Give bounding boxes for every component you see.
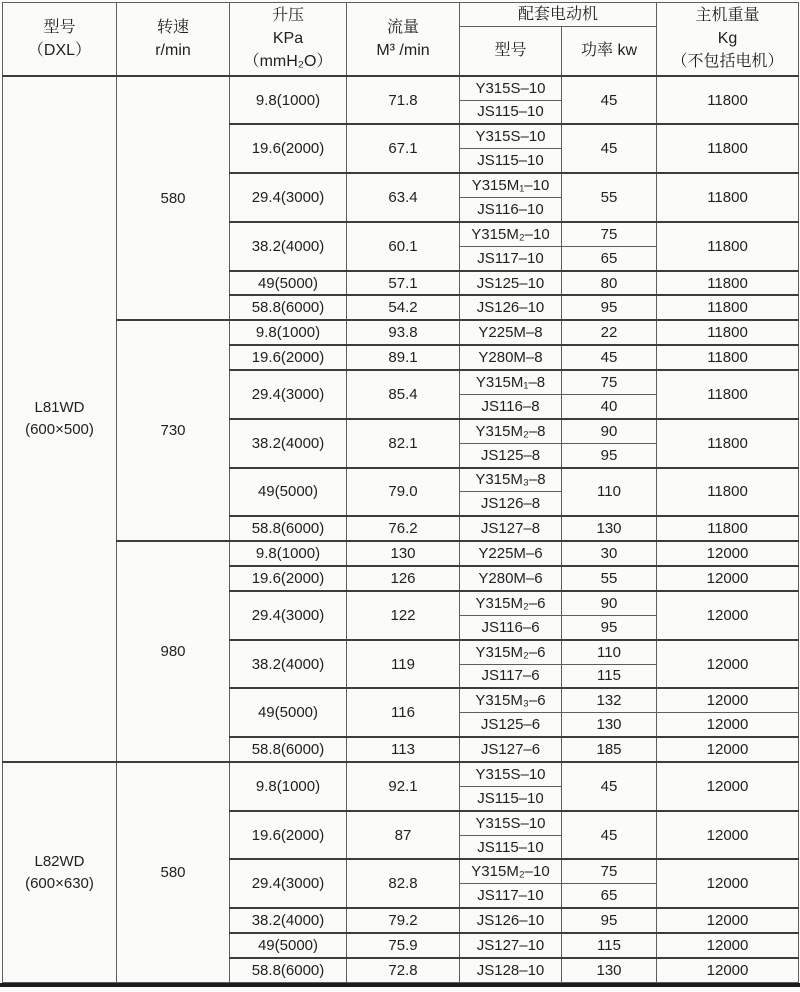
data-cell: 113	[347, 737, 460, 762]
data-cell: 130	[347, 541, 460, 566]
data-cell: 12000	[657, 811, 799, 860]
data-cell: 19.6(2000)	[230, 124, 347, 173]
data-cell: JS115–10	[460, 149, 562, 173]
data-cell: 9.8(1000)	[230, 320, 347, 345]
data-cell: 90	[562, 419, 657, 443]
data-cell: 49(5000)	[230, 271, 347, 296]
data-cell: 95	[562, 295, 657, 320]
data-cell: 57.1	[347, 271, 460, 296]
data-cell: 122	[347, 591, 460, 640]
data-cell: 12000	[657, 737, 799, 762]
data-cell: 22	[562, 320, 657, 345]
data-cell: 29.4(3000)	[230, 370, 347, 419]
data-cell: 12000	[657, 566, 799, 591]
data-cell: Y280M–6	[460, 566, 562, 591]
data-cell: 40	[562, 394, 657, 418]
data-cell: 130	[562, 516, 657, 541]
data-cell: JS125–8	[460, 443, 562, 467]
data-cell: 11800	[657, 124, 799, 173]
data-cell: Y315S–10	[460, 811, 562, 835]
data-cell: 19.6(2000)	[230, 345, 347, 370]
data-cell: 45	[562, 345, 657, 370]
data-cell: 82.8	[347, 859, 460, 908]
data-cell: 29.4(3000)	[230, 591, 347, 640]
cell-line: 型号	[43, 18, 76, 36]
data-cell: 11800	[657, 295, 799, 320]
data-cell: Y315M₃–8	[460, 468, 562, 492]
data-cell: Y315M₂–10	[460, 222, 562, 246]
data-cell: 185	[562, 737, 657, 762]
data-cell: Y315M₃–6	[460, 688, 562, 712]
data-cell: 11800	[657, 271, 799, 296]
data-cell: 45	[562, 124, 657, 173]
header-weight	[657, 3, 799, 76]
data-cell: JS115–10	[460, 786, 562, 810]
cell-line: （不包括电机）	[671, 53, 784, 71]
table-header	[3, 3, 799, 76]
header-model	[3, 3, 117, 76]
data-cell: 12000	[657, 688, 799, 712]
data-cell: 19.6(2000)	[230, 811, 347, 860]
cell-line: M³ /min	[376, 41, 430, 59]
data-cell: 79.2	[347, 908, 460, 933]
data-cell: 12000	[657, 591, 799, 640]
data-cell: JS115–10	[460, 100, 562, 124]
bottom-rule	[0, 983, 800, 987]
data-cell: JS117–10	[460, 246, 562, 270]
data-cell: 11800	[657, 320, 799, 345]
table-row	[3, 320, 799, 345]
data-cell: JS126–10	[460, 908, 562, 933]
data-cell: 87	[347, 811, 460, 860]
data-cell: 58.8(6000)	[230, 295, 347, 320]
header-motor-power: 功率 kw	[562, 27, 657, 76]
speed-l81wd-980: 980	[117, 541, 230, 762]
data-cell: JS127–8	[460, 516, 562, 541]
data-cell: JS127–6	[460, 737, 562, 762]
data-cell: Y225M–8	[460, 320, 562, 345]
data-cell: JS125–6	[460, 713, 562, 737]
data-cell: Y280M–8	[460, 345, 562, 370]
data-cell: 58.8(6000)	[230, 958, 347, 983]
data-cell: 19.6(2000)	[230, 566, 347, 591]
data-cell: 95	[562, 615, 657, 639]
data-cell: 130	[562, 958, 657, 983]
cell-line: L82WD	[34, 852, 85, 870]
data-cell: 38.2(4000)	[230, 908, 347, 933]
data-cell: 85.4	[347, 370, 460, 419]
data-cell: 38.2(4000)	[230, 419, 347, 468]
cell-line: KPa	[272, 30, 304, 48]
data-cell: 49(5000)	[230, 688, 347, 737]
data-cell: 12000	[657, 958, 799, 983]
data-cell: Y315M₂–8	[460, 419, 562, 443]
cell-line: （mmH₂O）	[243, 53, 333, 71]
data-cell: 55	[562, 173, 657, 222]
data-cell: 65	[562, 246, 657, 270]
data-cell: 9.8(1000)	[230, 76, 347, 125]
data-cell: 11800	[657, 468, 799, 517]
data-cell: Y315M₁–8	[460, 370, 562, 394]
cell-line: Kg	[717, 30, 738, 48]
data-cell: 76.2	[347, 516, 460, 541]
data-cell: 55	[562, 566, 657, 591]
data-cell: 75	[562, 222, 657, 246]
data-cell: 12000	[657, 908, 799, 933]
data-cell: 9.8(1000)	[230, 541, 347, 566]
table-body	[3, 76, 799, 983]
data-cell: 90	[562, 591, 657, 615]
data-cell: 11800	[657, 222, 799, 271]
data-cell: 63.4	[347, 173, 460, 222]
data-cell: JS128–10	[460, 958, 562, 983]
data-cell: Y315M₂–10	[460, 859, 562, 883]
data-cell: 132	[562, 688, 657, 712]
speed-l82wd-580: 580	[117, 762, 230, 983]
data-cell: 12000	[657, 762, 799, 811]
data-cell: JS115–10	[460, 835, 562, 859]
data-cell: 92.1	[347, 762, 460, 811]
table-row	[3, 76, 799, 100]
data-cell: 126	[347, 566, 460, 591]
data-cell: 71.8	[347, 76, 460, 125]
data-cell: 60.1	[347, 222, 460, 271]
data-cell: 130	[562, 713, 657, 737]
data-cell: 11800	[657, 419, 799, 468]
data-cell: Y315S–10	[460, 124, 562, 148]
data-cell: JS126–8	[460, 492, 562, 516]
data-cell: 65	[562, 884, 657, 908]
data-cell: 38.2(4000)	[230, 640, 347, 689]
data-cell: 67.1	[347, 124, 460, 173]
data-cell: 11800	[657, 516, 799, 541]
data-cell: JS125–10	[460, 271, 562, 296]
header-flow	[347, 3, 460, 76]
data-cell: 11800	[657, 370, 799, 419]
data-cell: 49(5000)	[230, 468, 347, 517]
data-cell: Y315S–10	[460, 762, 562, 786]
data-cell: 82.1	[347, 419, 460, 468]
cell-line: r/min	[155, 41, 191, 59]
data-cell: 11800	[657, 345, 799, 370]
data-cell: 11800	[657, 76, 799, 125]
header-motor-group: 配套电动机	[460, 3, 657, 27]
data-cell: 45	[562, 811, 657, 860]
cell-line: L81WD	[34, 399, 85, 417]
data-cell: 49(5000)	[230, 933, 347, 958]
data-cell: 12000	[657, 640, 799, 689]
data-cell: 93.8	[347, 320, 460, 345]
header-pressure	[230, 3, 347, 76]
model-l81wd	[3, 76, 117, 762]
data-cell: JS116–6	[460, 615, 562, 639]
speed-l81wd-730: 730	[117, 320, 230, 541]
data-cell: 45	[562, 76, 657, 125]
data-cell: 89.1	[347, 345, 460, 370]
data-cell: 75.9	[347, 933, 460, 958]
data-cell: 115	[562, 664, 657, 688]
data-cell: JS127–10	[460, 933, 562, 958]
data-cell: JS117–6	[460, 664, 562, 688]
data-cell: JS117–10	[460, 884, 562, 908]
data-cell: Y315M₂–6	[460, 591, 562, 615]
data-cell: 12000	[657, 713, 799, 737]
data-cell: 29.4(3000)	[230, 859, 347, 908]
header-speed	[117, 3, 230, 76]
data-cell: 11800	[657, 173, 799, 222]
data-cell: 30	[562, 541, 657, 566]
data-cell: 75	[562, 859, 657, 883]
data-cell: 79.0	[347, 468, 460, 517]
data-cell: 119	[347, 640, 460, 689]
data-cell: 115	[562, 933, 657, 958]
data-cell: 116	[347, 688, 460, 737]
data-cell: JS126–10	[460, 295, 562, 320]
cell-line: 转速	[156, 18, 189, 36]
data-cell: 12000	[657, 541, 799, 566]
data-cell: 12000	[657, 859, 799, 908]
data-cell: 72.8	[347, 958, 460, 983]
header-motor-model: 型号	[460, 27, 562, 76]
data-cell: 38.2(4000)	[230, 222, 347, 271]
data-cell: 45	[562, 762, 657, 811]
data-cell: 110	[562, 640, 657, 664]
cell-line: (600×630)	[25, 874, 94, 892]
data-cell: JS116–8	[460, 394, 562, 418]
data-cell: Y315M₁–10	[460, 173, 562, 197]
cell-line: 主机重量	[695, 7, 760, 25]
data-cell: 58.8(6000)	[230, 516, 347, 541]
data-cell: Y315S–10	[460, 76, 562, 100]
data-cell: 110	[562, 468, 657, 517]
table-row	[3, 541, 799, 566]
data-cell: 75	[562, 370, 657, 394]
cell-line: （DXL）	[27, 41, 92, 59]
data-cell: 95	[562, 908, 657, 933]
cell-line: 升压	[271, 7, 304, 25]
spec-table	[2, 2, 799, 983]
data-cell: 29.4(3000)	[230, 173, 347, 222]
speed-l81wd-580: 580	[117, 76, 230, 321]
header-row	[3, 3, 799, 27]
data-cell: 95	[562, 443, 657, 467]
model-l82wd	[3, 762, 117, 983]
data-cell: Y225M–6	[460, 541, 562, 566]
data-cell: 12000	[657, 933, 799, 958]
cell-line: 流量	[386, 18, 419, 36]
data-cell: Y315M₂–6	[460, 640, 562, 664]
data-cell: 80	[562, 271, 657, 296]
cell-line: (600×500)	[25, 420, 94, 438]
table-row	[3, 762, 799, 786]
data-cell: JS116–10	[460, 197, 562, 221]
data-cell: 54.2	[347, 295, 460, 320]
data-cell: 58.8(6000)	[230, 737, 347, 762]
data-cell: 9.8(1000)	[230, 762, 347, 811]
